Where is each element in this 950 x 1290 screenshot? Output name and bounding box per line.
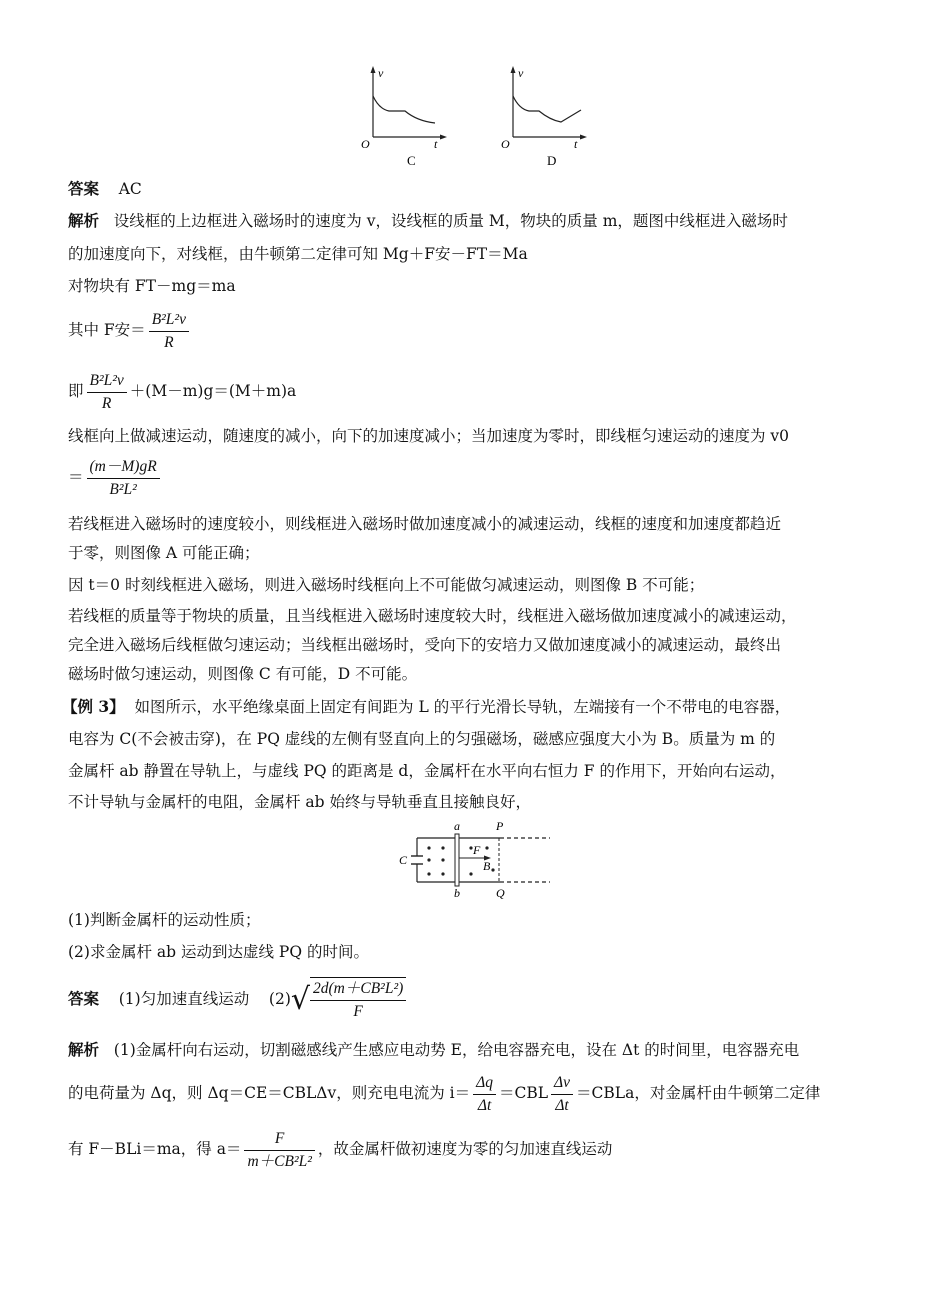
- label-bfield: B: [483, 859, 491, 873]
- graph-d-curve: [513, 96, 581, 122]
- formula-time: $\frac{\text{2d(m＋CB²L²)}}{F}$: [310, 977, 406, 1023]
- analysis-1-line-3: 对物块有 FT－mg＝ma: [68, 277, 236, 295]
- example-3-label: 【例 3】: [62, 697, 125, 716]
- example-3-line-4: 不计导轨与金属杆的电阻，金属杆 ab 始终与导轨垂直且接触良好，: [68, 793, 532, 811]
- label-a: a: [454, 820, 460, 833]
- analysis-1-line-7: ＝ $\frac{(m-M)gR}{\text{B²L²}}$: [68, 452, 163, 502]
- label-b: b: [454, 886, 460, 900]
- label-p: P: [496, 820, 504, 833]
- analysis-2-line-3: 有 F－BLi＝ma，得 a＝ $\frac{F}{\text{m＋CB²L²}}$ ，故金属杆做初速度为零的匀加速直线运动: [68, 1124, 612, 1174]
- graph-d-label: D: [547, 153, 557, 168]
- graph-d: [495, 62, 595, 172]
- analysis-1-line-10: 因 t＝0 时刻线框进入磁场，则进入磁场时线框向上不可能做匀减速运动，则图像 B 不可能；: [68, 576, 705, 594]
- analysis-1-line-12: 完全进入磁场后线框做匀速运动；当线框出磁场时，受向下的安培力又做加速度减小的减速运动，最终出: [68, 636, 782, 654]
- answer-1-label: 答案: [68, 179, 100, 198]
- graph-d-x-arrow: [580, 135, 587, 140]
- analysis-1-line-5: 即 $\frac{\text{B²L²v}}{R}$ ＋(M－m)g＝(M＋m)a: [68, 366, 296, 416]
- graph-c-origin: O: [361, 137, 370, 151]
- formula-v0: $\frac{(m-M)gR}{\text{B²L²}}$: [87, 456, 160, 501]
- answer-1-value: AC: [118, 180, 142, 198]
- graph-c: [355, 62, 455, 172]
- question-2: (2)求金属杆 ab 运动到达虚线 PQ 的时间。: [68, 943, 369, 961]
- graph-c-curve: [373, 96, 435, 123]
- label-c: C: [399, 853, 408, 867]
- analysis-1-line-11: 若线框的质量等于物块的质量，且当线框进入磁场时速度较大时，线框进入磁场做加速度减小的减速运动，: [68, 607, 797, 625]
- question-1: (1)判断金属杆的运动性质；: [68, 911, 261, 929]
- analysis-1-line-8: 若线框进入磁场时的速度较小，则线框进入磁场时做加速度减小的减速运动，线框的速度和加速度都趋近: [68, 515, 782, 533]
- analysis-1-line-9: 于零，则图像 A 可能正确；: [68, 544, 260, 562]
- analysis-2-line-1: 解析 (1)金属杆向右运动，切割磁感线产生感应电动势 E，给电容器充电，设在 Δt 的时间里，电容器充电: [68, 1040, 800, 1059]
- label-q: Q: [496, 886, 505, 900]
- graph-d-y-arrow: [511, 66, 516, 73]
- example-3-line-2: 电容为 C(不会被击穿)，在 PQ 虚线的左侧有竖直向上的匀强磁场，磁感应强度大小为 B。质量为 m 的: [68, 730, 776, 748]
- analysis-1-label: 解析: [68, 211, 100, 230]
- answer-2: 答案 (1)匀加速直线运动 (2)√ $\frac{\text{2d(m＋CB²L²)}}{F}$: [68, 972, 409, 1027]
- analysis-1-line-13: 磁场时做匀速运动，则图像 C 有可能，D 不可能。: [68, 665, 418, 683]
- sqrt-sign: √: [290, 982, 311, 1017]
- circuit-diagram: [395, 820, 555, 900]
- graph-d-origin: O: [501, 137, 510, 151]
- analysis-1-line-1: 解析 设线框的上边框进入磁场时的速度为 v，设线框的质量 M，物块的质量 m，题图中线框进入磁场时: [68, 211, 788, 230]
- graph-d-y-label: v: [518, 66, 524, 80]
- label-f: F: [473, 843, 481, 857]
- example-3-line-1: 【例 3】 如图所示，水平绝缘桌面上固定有间距为 L 的平行光滑长导轨，左端接有一个不带电的电容器，: [62, 697, 791, 716]
- analysis-2-label: 解析: [68, 1040, 100, 1059]
- analysis-1-line-6: 线框向上做减速运动，随速度的减小，向下的加速度减小；当加速度为零时，即线框匀速运动的速度为 v0: [68, 427, 790, 445]
- answer-2-label: 答案: [68, 989, 100, 1008]
- formula-f-an: $\frac{\text{B²L²v}}{R}$: [149, 309, 189, 354]
- example-3-line-3: 金属杆 ab 静置在导轨上，与虚线 PQ 的距离是 d，金属杆在水平向右恒力 F 的作用下，开始向右运动，: [68, 762, 786, 780]
- graph-c-y-arrow: [371, 66, 376, 73]
- graph-c-x-arrow: [440, 135, 447, 140]
- graph-c-y-label: v: [378, 66, 384, 80]
- graph-d-x-label: t: [574, 137, 578, 151]
- formula-acceleration: $\frac{F}{\text{m＋CB²L²}}$: [244, 1128, 314, 1173]
- answer-1: [68, 177, 142, 201]
- analysis-2-line-2: 的电荷量为 Δq，则 Δq＝CE＝CBLΔv，则充电电流为 i＝ $\frac{\Delta q}{\Delta t}$ ＝CBL $\frac{\Delta v}{\Delta t}$ ＝CBLa，对金属杆由牛顿第二定律: [68, 1068, 820, 1118]
- analysis-1-line-2: 的加速度向下，对线框，由牛顿第二定律可知 Mg＋F安－FT＝Ma: [68, 245, 528, 263]
- formula-current: $\frac{\Delta q}{\Delta t}$: [473, 1072, 496, 1117]
- graph-c-label: C: [407, 153, 416, 168]
- formula-dvdt: $\frac{\Delta v}{\Delta t}$: [551, 1072, 573, 1117]
- graph-c-x-label: t: [434, 137, 438, 151]
- analysis-1-line-4: 其中 F安＝ $\frac{\text{B²L²v}}{R}$: [68, 305, 192, 355]
- formula-eq: $\frac{\text{B²L²v}}{R}$: [87, 370, 127, 415]
- metal-rod: [455, 834, 459, 886]
